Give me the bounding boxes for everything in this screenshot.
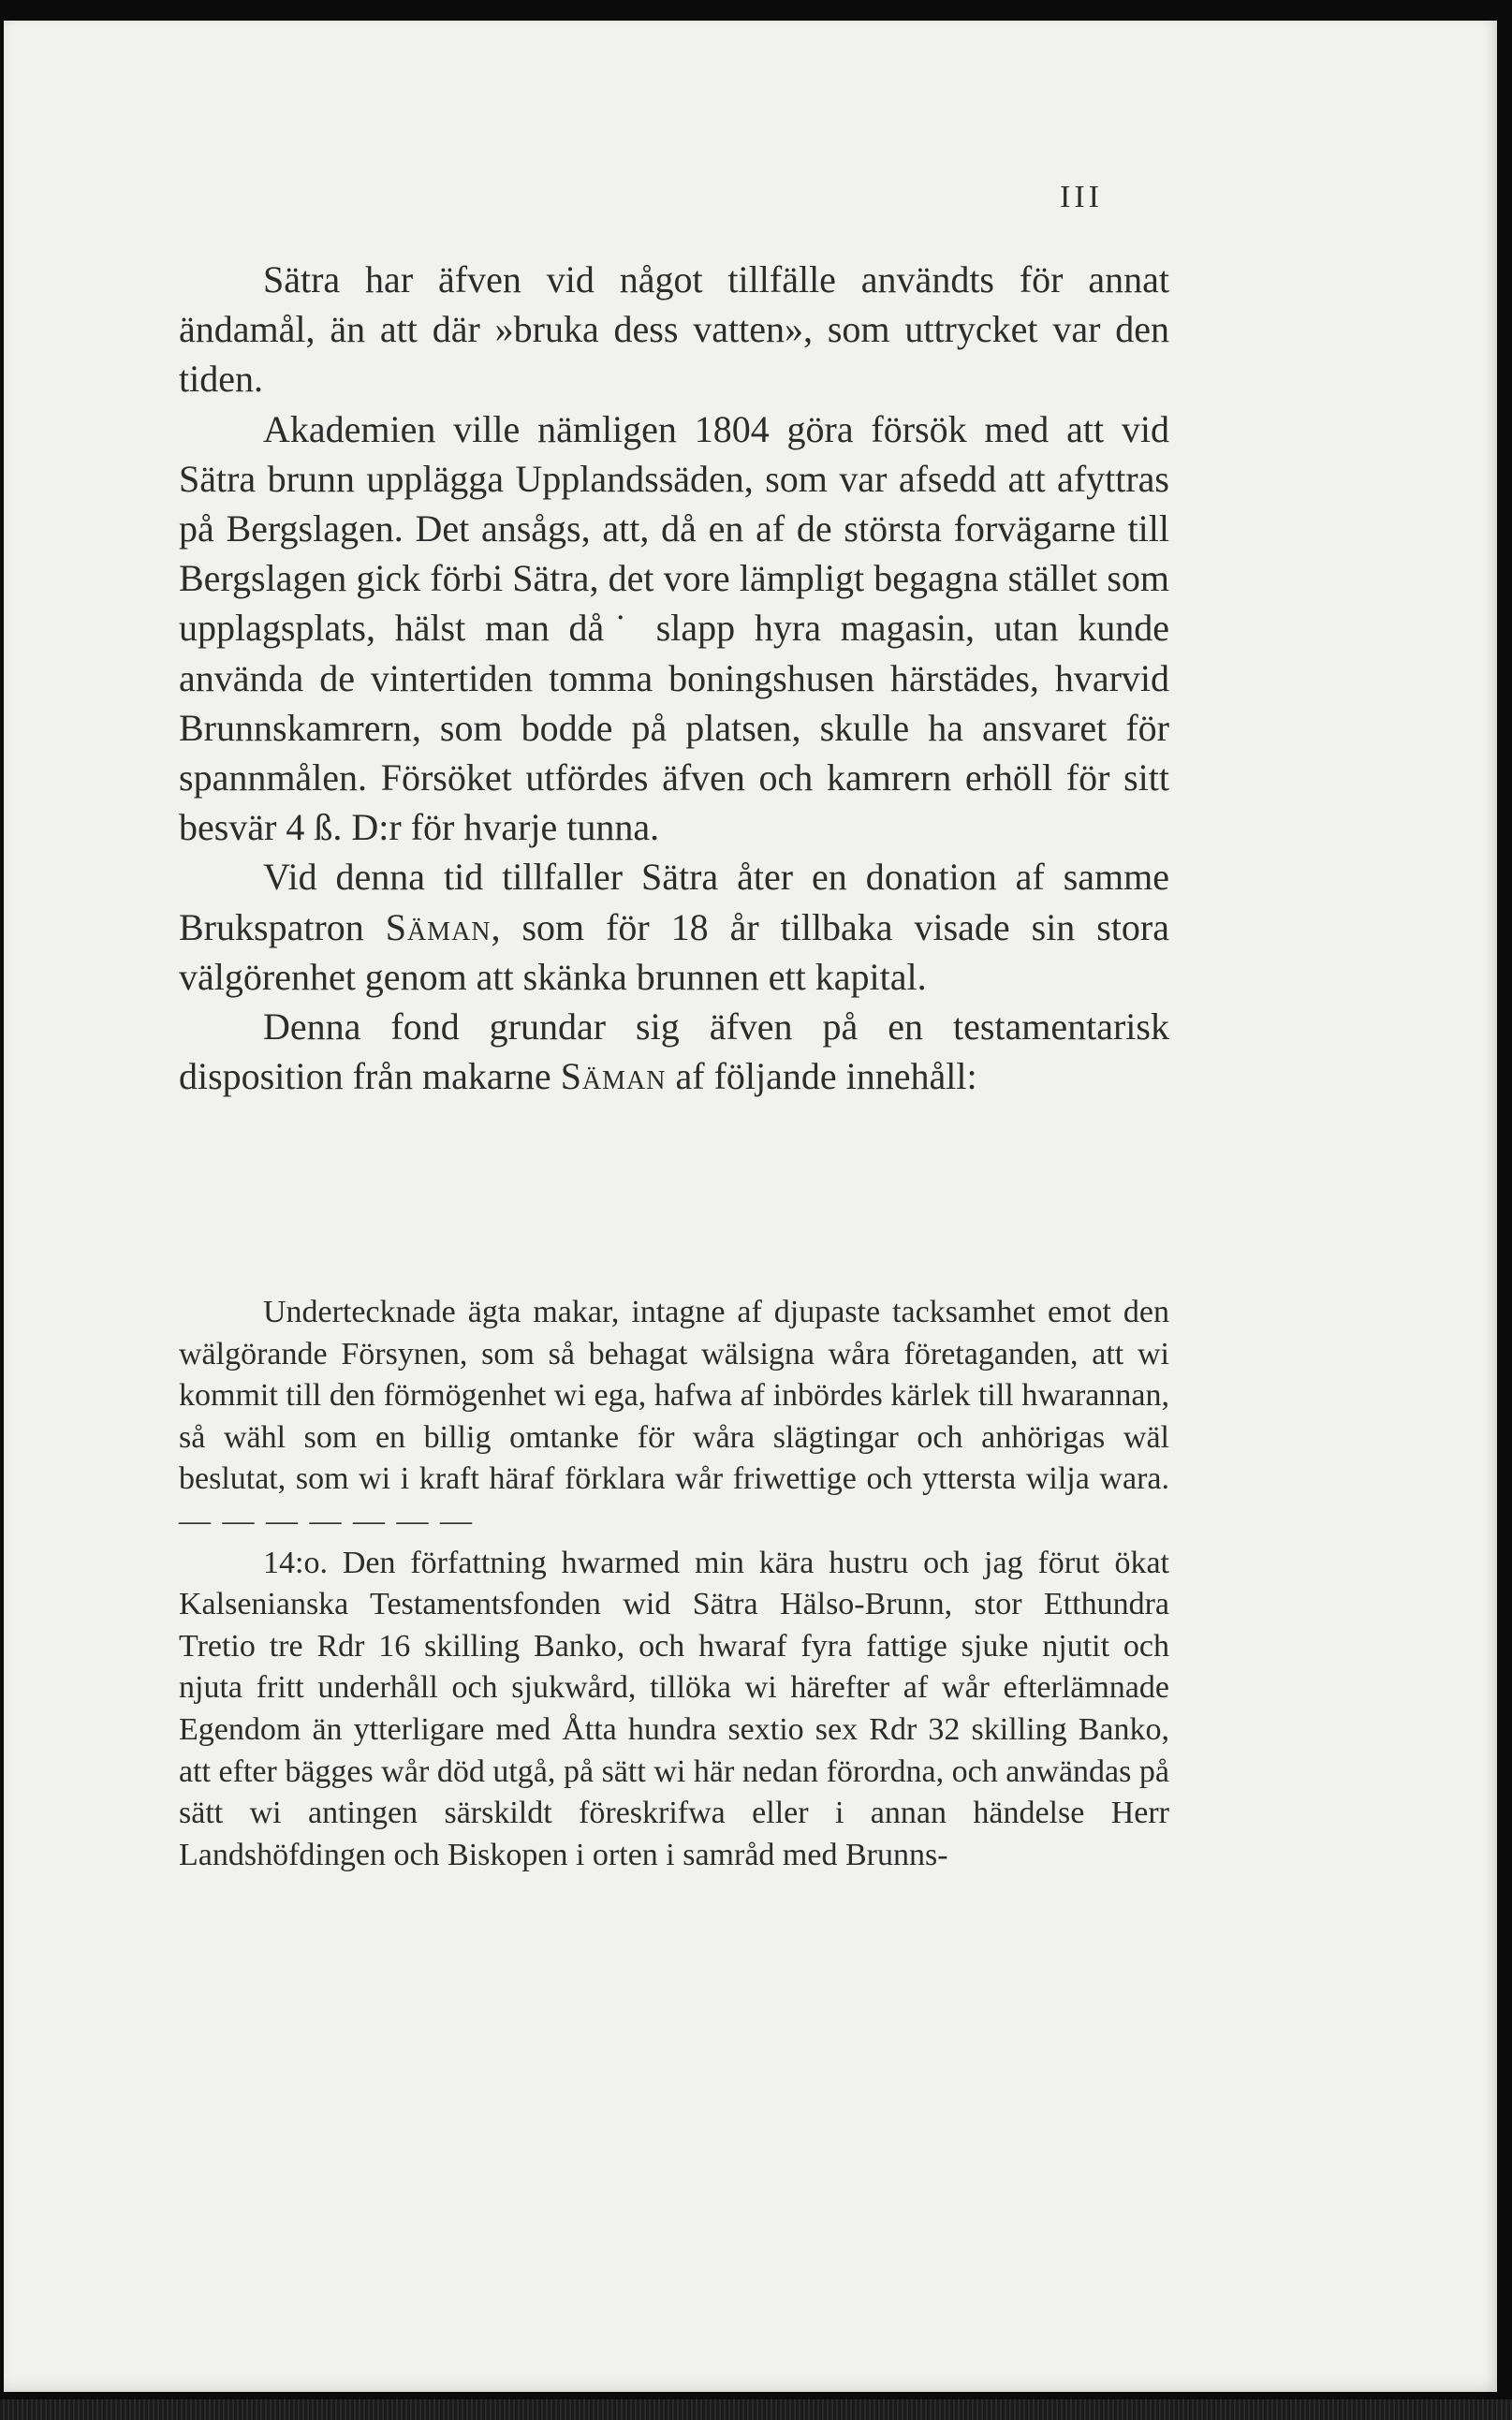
paragraph-1 — [179, 255, 1169, 404]
paragraph-4-text-before: Denna fond grundar sig äfven på en testamentarisk disposition från makarne — [179, 1005, 1169, 1098]
paragraph-3-text-before: Vid denna tid tillfaller Sätra åter en donation af samme Brukspatron — [179, 856, 1169, 948]
paragraph-1-text: Sätra har äfven vid något tillfälle användts för annat ändamål, än att där »bruka dess vatten», som uttrycket var den tiden. — [179, 258, 1169, 401]
quoted-testament-block — [179, 1292, 1169, 1876]
paragraph-4-text-after: af följande innehåll: — [666, 1055, 977, 1098]
quote-paragraph-2 — [179, 1543, 1169, 1877]
page-number: III — [1060, 180, 1103, 214]
paragraph-2-text: Akademien ville nämligen 1804 göra försök med att vid Sätra brunn upplägga Upplandssäden, som var afsedd att afyttras på Bergslagen. Det ansågs, att, då en af de största forvägarne till Bergslagen gick förbi Sätra, det vore lämpligt begagna stället som upplagsplats, hälst man då˙ slapp hyra magasin, utan kunde använda de vintertiden tomma boningshusen härstädes, hvarvid Brunnskamrern, som bodde på platsen, skulle ha ansvaret för spannmålen. Försöket utfördes äfven och kamrern erhöll för sitt besvär 4 ß. D:r för hvarje tunna. — [179, 407, 1169, 849]
scan-right-edge — [1497, 0, 1512, 2420]
quote-paragraph-2-text: 14:o. Den författning hwarmed min kära hustru och jag förut ökat Kalsenianska Testamentsfonden wid Sätra Hälso-Brunn, stor Etthundra Tretio tre Rdr 16 skilling Banko, och hwaraf fyra fattige sjuke njutit och njuta fritt underhåll och sjukwård, tillöka wi härefter af wår efterlämnade Egendom än ytterligare med Åtta hundra sextio sex Rdr 32 skilling Banko, att efter bägges wår död utgå, på sätt wi här nedan förordna, och anwändas på sätt wi antingen särskildt föreskrifwa eller i annan händelse Herr Landshöfdingen och Biskopen i orten i samråd med Brunns- — [179, 1545, 1169, 1872]
quote-paragraph-1-text: Undertecknade ägta makar, intagne af djupaste tacksamhet emot den wälgörande Försynen, som så behagat wälsigna wåra företaganden, att wi kommit till den förmögenhet wi ega, hafwa af inbördes kärlek till hwarannan, så wähl som en billig omtanke för wåra slägtingar och anhörigas wäl beslutat, som wi i kraft häraf förklara wår friwettige och yttersta wilja wara. — [179, 1295, 1169, 1497]
paragraph-2 — [179, 404, 1169, 853]
paragraph-3 — [179, 852, 1169, 1002]
main-text-block — [179, 255, 1169, 1101]
paragraph-4 — [179, 1002, 1169, 1101]
scan-bottom-strip — [0, 2399, 1512, 2420]
quote-dashes: — — — — — — — — [179, 1503, 474, 1538]
paragraph-4-name: Säman — [560, 1055, 667, 1098]
paragraph-3-text-after: , som för 18 år tillbaka visade sin stora välgörenhet genom att skänka brunnen ett kapital. — [179, 905, 1169, 998]
paragraph-3-name: Säman — [385, 905, 492, 948]
book-page — [4, 21, 1497, 2392]
quote-paragraph-1 — [179, 1292, 1169, 1543]
